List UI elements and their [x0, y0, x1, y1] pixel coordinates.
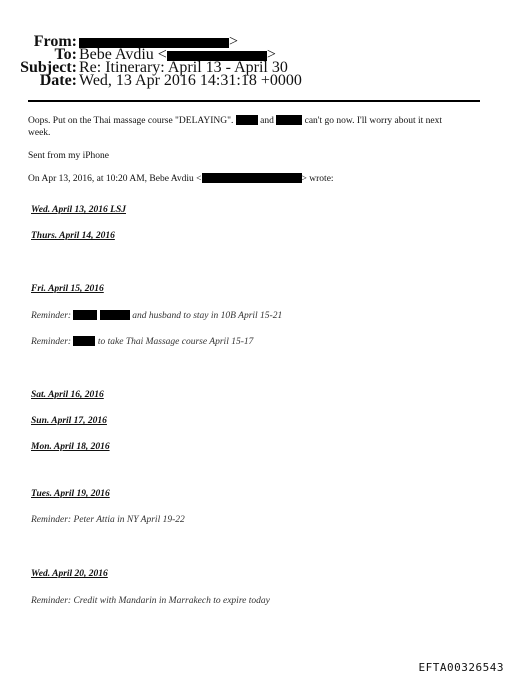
quote-text: On Apr 13, 2016, at 10:20 AM, Bebe Avdiu <: [28, 174, 202, 184]
redaction-block: [276, 115, 302, 125]
sent-from-line: Sent from my iPhone: [28, 151, 110, 161]
itinerary-date: Mon. April 18, 2016: [31, 442, 110, 452]
redaction-block: [73, 336, 95, 346]
redaction-block: [73, 310, 97, 320]
itinerary-date: Sat. April 16, 2016: [31, 390, 104, 400]
quote-text: > wrote:: [301, 174, 334, 184]
body-text: Oops. Put on the Thai massage course "DELAYING".: [28, 116, 234, 126]
from-label: From:: [33, 33, 77, 50]
itinerary-date: Sun. April 17, 2016: [31, 416, 107, 426]
subject-row: [0, 59, 512, 76]
redaction-block: [100, 310, 130, 320]
from-row: [0, 33, 512, 50]
reminder-line: Reminder: Credit with Mandarin in Marrakech to expire today: [31, 596, 270, 606]
document-id: EFTA00326543: [418, 661, 504, 674]
date-value: Wed, 13 Apr 2016 14:31:18 +0000: [79, 72, 302, 89]
body-text: can't go now. I'll worry about it next: [304, 116, 442, 126]
subject-label: Subject:: [20, 59, 77, 76]
itinerary-date: Fri. April 15, 2016: [31, 284, 104, 294]
body-line-2: week.: [28, 128, 51, 138]
body-text: and: [260, 116, 274, 126]
angle-close: >: [266, 46, 276, 63]
reminder-line: [31, 310, 282, 321]
itinerary-date: Tues. April 19, 2016: [31, 489, 110, 499]
body-line-1: [28, 115, 480, 127]
to-label: To:: [54, 46, 77, 63]
itinerary-date: Wed. April 13, 2016 LSJ: [31, 205, 127, 215]
angle-close: >: [229, 33, 239, 50]
reminder-label: Reminder:: [31, 311, 72, 321]
date-label: Date:: [39, 72, 77, 89]
reminder-line: Reminder: Peter Attia in NY April 19-22: [31, 515, 185, 525]
to-row: [0, 46, 512, 63]
redaction-block: [236, 115, 258, 125]
date-row: [0, 72, 512, 89]
reminder-text: and husband to stay in 10B April 15-21: [132, 311, 283, 321]
reminder-text: to take Thai Massage course April 15-17: [97, 337, 254, 347]
subject-value: Re: Itinerary: April 13 - April 30: [79, 59, 288, 76]
itinerary-date: Thurs. April 14, 2016: [31, 231, 115, 241]
redaction-block: [202, 173, 302, 183]
reminder-line: [31, 336, 253, 347]
header-divider: [28, 100, 480, 102]
itinerary-date: Wed. April 20, 2016: [31, 569, 108, 579]
to-name: Bebe Avdiu <: [79, 46, 167, 63]
reminder-label: Reminder:: [31, 337, 72, 347]
quote-line: [28, 173, 480, 185]
